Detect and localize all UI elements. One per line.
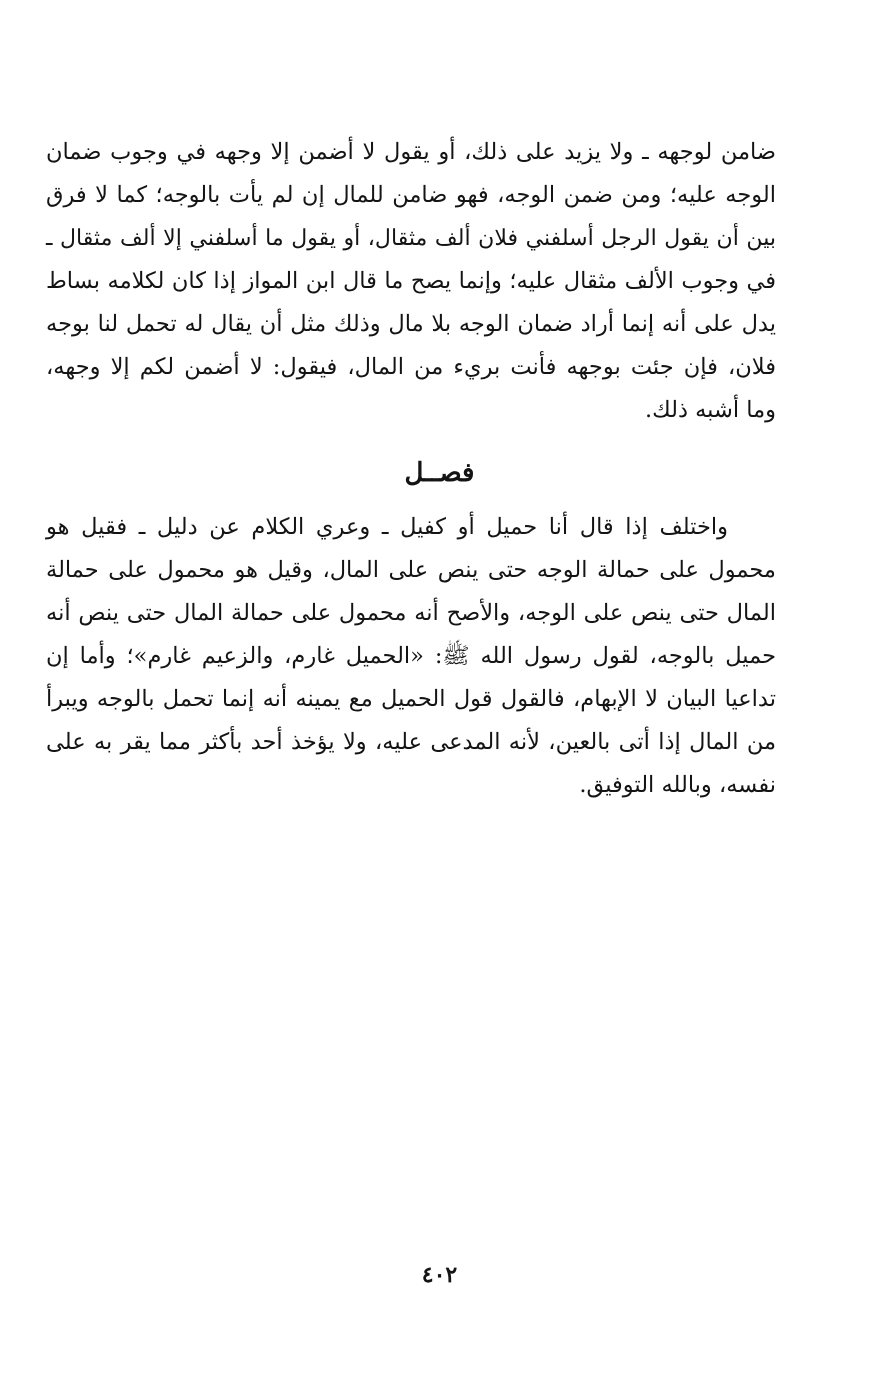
text-line: واختلف إذا قال أنا حميل أو كفيل ـ وعري الكلام عن دليل ـ فقيل هو	[46, 514, 728, 540]
text-line: ضامن لوجهه ـ ولا يزيد على ذلك، أو يقول لا أضمن إلا وجهه في وجوب ضمان	[46, 139, 776, 165]
text-line: تداعيا البيان لا الإبهام، فالقول قول الحميل مع يمينه أنه إنما تحمل بالوجه ويبرأ	[46, 686, 776, 712]
paragraph-2	[46, 506, 776, 807]
text-line: محمول على حمالة الوجه حتى ينص على المال، وقيل هو محمول على حمالة	[46, 557, 776, 583]
text-line: المال حتى ينص على الوجه، والأصح أنه محمول على حمالة المال حتى ينص أنه	[46, 600, 776, 626]
text-line: الوجه عليه؛ ومن ضمن الوجه، فهو ضامن للمال إن لم يأت بالوجه؛ كما لا فرق	[46, 182, 776, 208]
page-number: ٤٠٢	[421, 1262, 458, 1288]
text-line: يدل على أنه إنما أراد ضمان الوجه بلا مال وذلك مثل أن يقال له تحمل لنا بوجه	[46, 311, 776, 337]
text-line: وما أشبه ذلك.	[644, 397, 776, 423]
text-line: في وجوب الألف مثقال عليه؛ وإنما يصح ما قال ابن المواز إذا كان لكلامه بساط	[46, 268, 776, 294]
text-line: حميل بالوجه، لقول رسول الله ﷺ: «الحميل غارم، والزعيم غارم»؛ وأما إن	[46, 643, 776, 669]
text-line: فلان، فإن جئت بوجهه فأنت بريء من المال، فيقول: لا أضمن لكم إلا وجهه،	[46, 354, 776, 380]
text-line: بين أن يقول الرجل أسلفني فلان ألف مثقال، أو يقول ما أسلفني إلا ألف مثقال ـ	[46, 226, 776, 251]
section-heading: فصــل	[404, 458, 475, 488]
paragraph-1	[46, 131, 776, 432]
text-line: نفسه، وبالله التوفيق.	[579, 772, 776, 798]
text-line: من المال إذا أتى بالعين، لأنه المدعى عليه، ولا يؤخذ أحد بأكثر مما يقر به على	[46, 729, 776, 755]
